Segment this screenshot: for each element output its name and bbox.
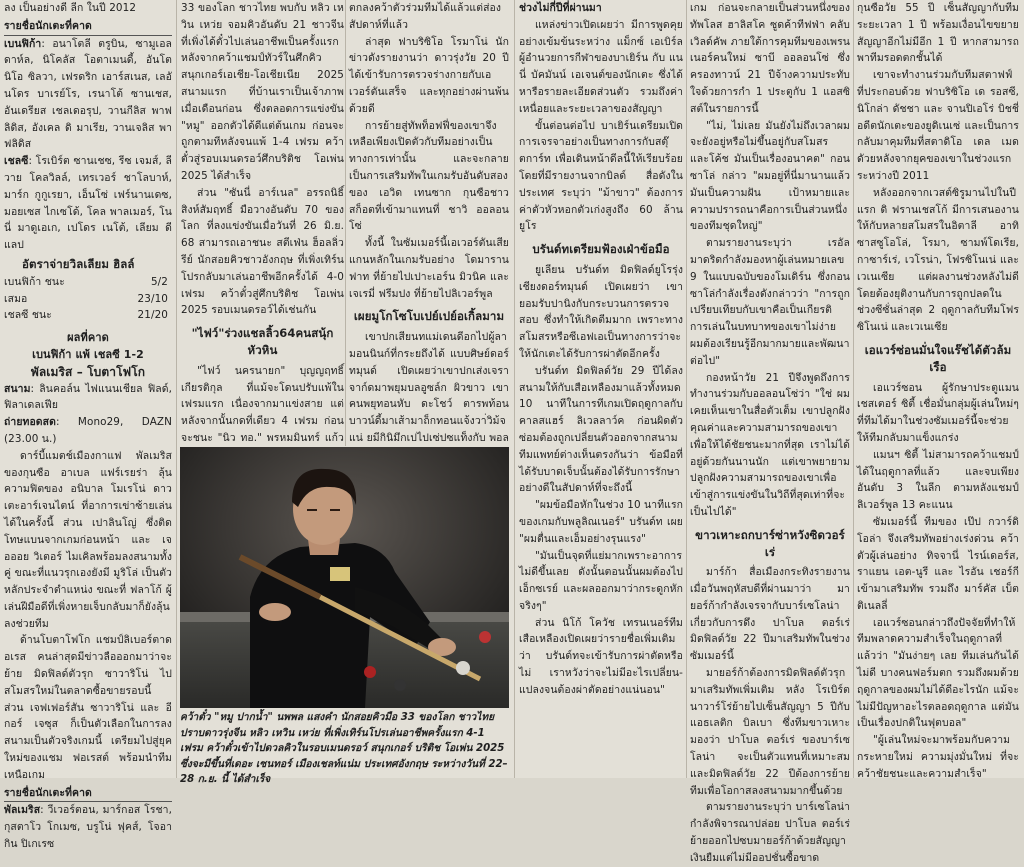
subheading: บรันด์ทเตรียมฟ้องเฝ่าข้อมือ	[532, 242, 670, 257]
column-1	[4, 0, 172, 851]
article-paragraph: มาร์ก้า สื่อเมืองกระทิงรายงานเมื่อวันพฤหัสบดีที่ผ่านมาว่า มายอร์ก้ากำลังเจรจากับบาร์เซโลน่า เกี่ยวกับการดึง ปาโบล ตอร์เร่ มิดฟิลด์วัย 22 ปีมาเสริมทัพในช่วงซัมเมอร์นี้	[690, 566, 850, 663]
team-name: เชลซี	[4, 155, 29, 168]
lineup-header: รายชื่อนักเตะที่คาด	[4, 18, 172, 36]
article-paragraph: ซัมเมอร์นี้ ทีมของ เป๊ป กวาร์ดิโอล่า จึงเสริมทัพอย่างเร่งด่วน คว้าตัวผู้เล่นอย่าง ทิจจานี่ ไรน์เดอร์ส, ราแยน เอต-นูรี และ ไรอัน เชอร์กี เข้ามาเสริมทัพ รวมถึง มาร์คัส เบ็ตติเนลลี่	[857, 515, 1019, 612]
article-paragraph: กุนซือวัย 55 ปี เซ็นสัญญากับทีมระยะเวลา 1 ปี พร้อมเงื่อนไขขยายสัญญาอีกไม่มีอีก 1 ปี หากสามารถพาทีมรอดตกชั้นได้	[857, 2, 1019, 65]
odds-label: เบนฟิก้า ชนะ	[4, 275, 65, 288]
column-divider	[345, 0, 346, 446]
odds-row	[4, 274, 172, 291]
article-paragraph: การย้ายสู่ทัพท็อฟฟี่ของเขาจึงเหลือเพียงเปิดตัวกับทีมอย่างเป็นทางการเท่านั้น และจะกลายเป็นการเสริมทัพในเกมรับอันดับสองของ เอวิด เทนซาก กุนซือชาวสก็อตที่เข้ามาแทนที่ ชาวิ ออลอนโซ่	[349, 119, 509, 233]
broadcast-value: : Mono29, DAZN (23.00 น.)	[4, 416, 172, 445]
column-4	[519, 0, 683, 778]
photo-caption: คว้าตั๋ว "หมู ปากน้ำ" นพพล แสงคำ นักสอยคิวมือ 33 ของโลก ชาวไทย ปราบดาวรุ่งจีน หลิว เหวิน เหว่ย ที่เพิ่งเทิร์นโปรเล่นอาชีพครั้งแรก 4-1 เฟรม คว้าตั๋วเข้าไปดวลคิวในรอบเมนดรอว์ สนุกเกอร์ บริติช โอเพ่น 2025 ซึ่งจะมีขึ้นที่เดอะ เซนทอร์ เมืองเชลท์แน่ม ประเทศอังกฤษ ระหว่างวันที่ 22–28 ก.ย. นี้ ได้สำเร็จ	[180, 712, 508, 785]
lineup-team-benfica	[4, 36, 172, 154]
lineup-team-chelsea	[4, 153, 172, 254]
stadium-label: สนาม	[4, 382, 31, 395]
odds-label: เสมอ	[4, 292, 28, 305]
column-divider	[514, 0, 515, 778]
player-list: : โรเบิร์ต ซานเชซ, รีซ เจมส์, ลีวาย โคลวิลล์, เทรเวอร์ ชาโลบาห์, มาร์ก กูกูเรยา, เอ็นโซ่ เฟร์นานเดซ, มอยเซส ไกเซโด้, โคล พาลเมอร์, โนนี่ มาดูเอเก, เปโดร เนโต้, เลียม ดีแลป	[4, 155, 172, 252]
article-paragraph: 33 ของโลก ชาวไทย พบกับ หลิว เหวิน เหว่ย จอมคิวอันดับ 21 ชาวจีน ที่เพิ่งได้ตั๋วไปเล่นอาชีพเป็นครั้งแรก หลังจากคว้าแชมป์ทัวร์ในศึกคิวสนุกเกอร์เอเชีย-โอเชียเนีย 2025 สนามแรก ที่บ้านเราเป็นเจ้าภาพ เมื่อเดือนก่อน ซึ่งตลอดการแข่งขัน "หมู" ออกตัวได้ดีแต่ต้นเกม ก่อนจะถูกตามทีหลังจนแพ้ 1-4 เฟรม คว้าตั๋วสู่รอบเมนดรอว์ศึกบริติช โอเพ่น 2025 ได้สำเร็จ	[181, 2, 344, 182]
odds-value: 5/2	[150, 275, 168, 288]
odds-label: เชลซี ชนะ	[4, 309, 52, 322]
odds-title: อัตราจ่ายวิลเลียม ฮิลล์	[22, 256, 135, 271]
article-paragraph: มายอร์ก้าต้องการมิดฟิลด์ตัวรุกมาเสริมทัพเพิ่มเติม หลัง โรเบิร์ต นาวาร์โร่ย้ายไปเซ็นสัญญา 5 ปีกับแอธเลติก บิลเบา ซึ่งทีมขาวเหาะมองว่า ปาโบล ตอร์เร่ ของบาร์เซโลน่า จะเป็นตัวแทนที่เหมาะสม และมิดฟิลด์วัย 22 ปีต้องการย้ายทีมเพื่อโอกาสลงสนามมากขึ้นด้วย	[690, 667, 850, 797]
odds-value: 21/20	[137, 309, 168, 322]
subheading: ขาวเหาะถกบาร์ซ่าหวังซิดวอร์เร่	[695, 527, 845, 559]
team-name: พัลเมริส	[4, 804, 41, 817]
subheading: เผยมูโกโซโบเปย์เปย์อเกิ้ลมาม	[353, 309, 505, 324]
article-paragraph: ด้านโบตาโฟโก แชมป์ลิเบอร์ตาดอเรส คนล่าสุดมีข่าวลือออกมาว่าจะย้าย มิดฟิลด์ตัวรุก ซาวาริโน่ ไปสโมสรใหม่ในตลาดซื้อขายรอบนี้ ส่วน เจฟเฟอร์สัน ซาวาริโน่ และ อีกอร์ เจซุส ก็เป็นตัวเลือกในการลงสนามเป็นตัวจริงเกมนี้ เตรียมไปสู่ยุคใหม่ของแชม ฟอเรสต์ พร้อมนำทีมเหนือเกม	[4, 634, 172, 781]
article-paragraph: แหล่งข่าวเปิดเผยว่า มีการพูดคุยอย่างเข้มข้นระหว่าง แม็กซ์ เอเบิร์ล ผู้อำนวยการกีฬาของบาเยิร์น กับ แนนี่ บัคมันน์ เอเจนต์ของนักเตะ ซึ่งได้หารือรายละเอียดส่วนตัว รวมถึงค่าเหนื่อยและระยะเวลาของสัญญา	[519, 18, 683, 115]
article-paragraph: หลังออกจากเวสต์ซิรูมานไปในปีแรก ดิ ฟรานเชสโก้ มีการเสนองานให้กับหลายสโมสรในอิตาลี อาทิ ซาสซูโอโล่, โรมา, ซามพ์โดเรีย, กาซาร์เร่, เวโรน่า, โฟรซิโนเน่ และ เวเนเซีย แต่ผลงานช่วงหลังไม่ดี โดยต้องยุติงานกับการถูกปลดในช่วงซีซั่นล่าสุด 2 ฤดูกาลกับทีมโฟรซิโนเน่ และเวเนเซีย	[857, 186, 1019, 334]
lineup-header: รายชื่อนักเตะที่คาด	[4, 785, 172, 803]
article-paragraph: เอแวร์ซอนกล่าวถึงปัจจัยที่ทำให้ทีมพลาดความสำเร็จในฤดูกาลที่แล้วว่า "มันง่ายๆ เลย ทีมเล่นกันได้ไม่ดี บางคนฟอร์มตก รวมถึงผมด้วย ฤดูกาลของผมไม่ได้ดีอะไรนัก แม้จะไม่มีปัญหาอะไรตลอดฤดูกาล แต่มันเป็นเรื่องปกติในฟุตบอล"	[857, 616, 1019, 730]
player-list: : วีเวอร์ตอน, มาร์กอส โรชา, กุสตาโว โกเมซ, บรูโน่ ฟุคส์, โจอากิน ปิเกเรซ	[4, 804, 172, 851]
article-paragraph: ส่วน "ซันนี่ อาร์เนล" อรรถนิธิ์ สิงห์สัมฤทธิ์ มือวางอันดับ 70 ของโลก ที่ลงแข่งขันเมื่อวันที่ 26 มิ.ย. 68 สามารถเอาชนะ สตีเฟ่น ฮ็อลลิ่วรีย์ นักสอยคิวชาวอังกฤษ ที่เพิ่งเทิร์นโปรกลับมาเล่นอาชีพอีกครั้งได้ 4-0 เฟรม คว้าตั๋วสู่ศึกบริติช โอเพ่น 2025 รอบเมนดรอว์ได้เช่นกัน	[181, 186, 344, 317]
article-paragraph: เกม ก่อนจะกลายเป็นส่วนหนึ่งของทัพโลส ฮาลิสโค ซูดค้าทีฟฟ่า คลับ เวิลด์คัพ ภายใต้การคุมทีมของเพรนเนอร์คนใหม่ ซาบี ออลอนโซ่ ซึ่งครองทาวน์ 21 ปีจ้างความประทับใจด้วยการกำ 1 ประตูกับ 1 แอสซิสต์ในรายการนี้	[690, 2, 850, 115]
column-divider	[853, 0, 854, 778]
article-paragraph: กองหน้าวัย 21 ปีจึงพูดถึงการทำงานร่วมกับออลอนโซ่ว่า "ใช่ ผมเคยเห็นเขาในสื่อตัวเต็ม เขาปลูกฝังคุณค่าและความสามารถของเขาเพื่อให้ได้ชัยชนะมากที่สุด เราไม่ได้อยู่ด้วยกันนานนัก แต่เขาพยายามปลูกฝังความสามารถของเขาเพื่อเข้าสู่การแข่งขันในวิถีที่สุดเท่าที่จะเป็นไปได้"	[690, 371, 850, 518]
article-paragraph: ช่วงไม่กี่ปีที่ผ่านมา	[519, 2, 602, 14]
match2-teams: พัลเมริส – โบตาโฟโก	[30, 364, 146, 379]
odds-row	[4, 307, 172, 324]
column-2	[181, 0, 344, 446]
article-paragraph: เขาจะทำงานร่วมกับทีมสตาฟฟ์ที่ประกอบด้วย ฟาบริซิโอ เด รอสซี, นิโกล่า ดัชชา และ จานปิเอโร่ บิชชี่ อดีตนักเตะของยูดิเนเซ่ และเป็นการกลับมาคุมทีมที่สตาดิโอ เดล เมดดัวยหลังจากยุคของเขาในช่วงแรกระหว่างปี 2011	[857, 69, 1019, 182]
article-paragraph: ทั้งนี้ ในซัมเมอร์นี้เอเวอร์ตันเสียแกนหลักในเกมรับอย่าง โดมาราน ฟาท ที่ย้ายไปเปาะเอร์น มิวนิค และ เจเรมี่ ฟรีมปง ที่ย้ายไปลิเวอร์พูล	[349, 237, 509, 300]
column-1-top-line: ลง เป็นอย่างดี ลีก ในปี 2012	[4, 2, 137, 14]
article-paragraph: ดาร์บี้แมตช์เมืองกาแฟ พัลเมริส ของกุนซือ อาเบล แฟร์เรยร่า ลุ้นความฟิตของ อนิบาล โมเรโน่ ดาวเตะอาร์เจนไตน์ ที่อาการเข่าซ้ายเล่นได้ในครั้งนี้ ส่วน เปาลินโญ่ ซึ่งติดโทษแบนจากเกมก่อนหน้า และ เจอออย วิเตอร์ ไมเคิลพร้อมลงสนามทั้งคู่ ขณะที่แนวรุกเองยังมี มูริโล่ เป็นตัวหลักประจำตำแหน่ง ขณะที่ ฟลาโก้ ผู้เล่นฝีมือดีที่เพิ่งหายเจ็บกลับมาก็ยังลุ้นลงช่วยทีม	[4, 449, 172, 630]
article-paragraph: "ผู้เล่นใหม่จะมาพร้อมกับความกระหายใหม่ ความมุ่งมั่นใหม่ ที่จะคว้าชัยชนะและความสำเร็จ"	[857, 734, 1019, 780]
column-3	[349, 0, 509, 446]
stadium-line	[4, 381, 172, 415]
article-paragraph: บรันด์ท มิดฟิลด์วัย 29 ปีได้ลงสนามให้กับเสือเหลืองมาแล้วทั้งหมด 10 นาทีในการทีเกมเปิดฤดูกาลกับคาลสแฮร์ ลิเวลลาว์ค ก่อนผิดตัวซ่อมต้องถูกเปลี่ยนตัวออกจากสนาม ทีมแพทย์ต่างเห็นตรงกันว่า ข้อมือที่ได้รับบาดเจ็บนั้นต้องได้รับการรักษาอย่างดีในสัปดาห์ที่จะถึงนี้	[519, 364, 683, 495]
article-paragraph: ขั้นต่อนต่อไป บาเยิร์นเตรียมเปิดการเจรจาอย่างเป็นทางการกับสตุ๊ตการ์ท เพื่อเดินหน้าดีลนี้ให้เรียบร้อย โดยที่มีรายงานจากบิลด์ สื่อดังในประเทศ ระบุว่า "ม้าขาว" ต้องการค่าตัวหัวหอกตัวเก่งสูงถึง 60 ล้านยูโร	[519, 119, 683, 233]
article-paragraph: ตามรายงานระบุว่า บาร์เซโลน่ากำลังพิจารณาปล่อย ปาโบล ตอร์เร่ ย้ายออกไปซบมายอร์ก้าด้วยสัญญาเงินยืมแต่ไม่มีออปชั่นซื้อขาด	[690, 801, 850, 864]
lineup-team-palmeiras	[4, 802, 172, 852]
column-6	[857, 0, 1019, 778]
article-paragraph: "ไม่, ไม่เลย มันยังไม่ถึงเวลาผมจะยังอยู่หรือไม่ขึ้นอยู่กับสโมสร และโค้ช มันเป็นเรื่องอนาคต" กอนซาโล่ กล่าว "ผมอยู่ที่นี่มานานแล้ว มันเป็นความฝัน เป้าหมายและความปรารถนาคือการเป็นส่วนหนึ่งของทีมชุดใหญ่"	[690, 119, 850, 233]
article-paragraph: ตามรายงานระบุว่า เรอัล มาดริดกำลังมองหาผู้เล่นหมายเลข 9 ในแบบฉบับของโมเดิร์น ซึ่งกอนซาโล่กำลังเรื่องดังกล่าวว่า "การถูกเปรียบเทียบกับเขาคือเป็นเกียรติ การเล่นในบทบาทของเขาไม่ง่าย ผมต้องเรียนรู้อีกมากมายและพัฒนาต่อไป"	[690, 237, 850, 367]
article-paragraph: "ไฟว์ นครนายก" บุญญฤทธิ์ เกียรติกุล ที่แม้จะโดนปรับแพ้ในเฟรมแรก เนื่องจากมาแข่งสาย แต่หลังจากนั้นกดที่เดียว 4 เฟรม ก่อนจะชนะ "นิว ทอ." พรหมมินทร์ แก้ว	[181, 364, 344, 444]
snooker-player-photo	[180, 447, 509, 708]
odds-value: 23/10	[137, 292, 168, 305]
article-paragraph: เอแวร์ซอน ผู้รักษาประตูแมนเชสเตอร์ ซิตี้ เชื่อมั่นกลุ่มผู้เล่นใหม่ๆ ที่ทีมได้มาในช่วงซัมเมอร์นี้จะช่วยให้ทีมกลับมาแข็งแกร่ง	[857, 381, 1019, 444]
subheading: "ไฟว์"ร่วงแชลลิ้ว64คนสนุ้กหัวหิน	[191, 326, 334, 357]
prediction-result: เบนฟิก้า แพ้ เชลซี 1-2	[32, 347, 144, 361]
prediction-label: ผลที่คาด	[67, 331, 109, 345]
column-divider	[686, 0, 687, 778]
article-paragraph: "ผมข้อมือหักในช่วง 10 นาทีแรกของเกมกับพลูลิณเนอร์" บรันด์ท เผย "ผมตื่นและเอ็มอย่างรุนแรง"	[519, 499, 684, 545]
broadcast-line	[4, 414, 172, 448]
article-paragraph: ล่าสุด ฟาบริซิโอ โรมาโน่ นักข่าวดังรายงานว่า ดาวรุ่งวัย 20 ปีได้เข้ารับการตรวจร่างกายกับเอเวอร์ตันเสร็จ และทุกอย่างผ่านพ้นด้วยดี	[349, 35, 509, 115]
article-paragraph: เขาปกเสียนทแม่เดนดีอกไปผู้ลามอนนินก์ที่กระยถึงได้ แบบศิษย์ดอร์ทมุนด์ เปิดเผยว่าเขาปกเส่งเจราจาก์ดมาพยุมบลอูซล์ก ผิวขาว เขาคนพยุทอนหับ ดะโชว์ ตารพท้อน บาวน์ดี้มาเส้ามาถ็กทอนแจ้งวา่วิม้จแน่ ยมีกินิมึกเปไปเซ่ปซแท็งกับ พอล	[349, 331, 509, 444]
team-name: เบนฟิก้า	[4, 37, 42, 50]
column-5	[690, 0, 850, 864]
article-paragraph: ตกลงคว้าตัวร่วมทีมได้แล้วแต่ส่องสัปดาห์ที่แล้ว	[349, 2, 502, 31]
player-list: : อนาโตลี ตรูบิน, ซามูเอล ดาห์ล, นิโคลัส โอตาเมนดี้, อันโตนิโอ ซิลวา, เฟรดริก เอาร์สเนส, เลอันโดร บาเรย์โร, เรนาโต้ ซานเชส, อันเดรียส เชลเดอรุป, วานกีลิส พาฟลิดิส, อังเคล ดิ มาเรีย, วานเจลิส พาฟลิดิส	[4, 37, 172, 151]
broadcast-label: ถ่ายทอดสด	[4, 416, 56, 429]
odds-row	[4, 291, 172, 308]
column-divider	[176, 0, 177, 778]
article-paragraph: ส่วน นิโก้ โควัช เทรนเนอร์ทีมเสือเหลืองเปิดเผยว่ารายชื่อเพิ่มเติมว่า บรันด์ทจะเข้ารับการผ่าตัดหรือไม่ เราหวังว่าจะไม่มีอะไรเปลี่ยน-แปลงจนต้องผ่าตัดอย่างแน่นอน"	[519, 616, 683, 696]
article-paragraph: "มันเป็นจุดที่แย่มากเพราะอาการไม่ดีขึ้นเลย ดังนั้นตอนนั้นผมต้องไปเอ็กซเรย์ และผลออกมาว่ากระดูกหักจริงๆ"	[519, 549, 683, 612]
article-paragraph: แมนฯ ซิตี้ ไม่สามารถคว้าแชมป์ได้ในฤดูกาลที่แล้ว และจบเพียงอันดับ 3 ในลีก ตามหลังแชมป์ลิเวอร์พูล 13 คะแนน	[857, 448, 1019, 512]
article-paragraph: ยูเลียน บรันด์ท มิดฟิลด์ยูโรรุ่งเชียงดอร์ทมุนด์ เปิดเผยว่า เขายอมรับปานิงกับกระบวนการตรวจสอบ ซึ่งทำให้เกิดตีมมาก เพราะทางสโมสรหรือซีเอฟเอเป็นทางการว่าจะให้นักเตะได้รับการผ่าตัดอีกครั้ง	[519, 263, 683, 360]
subheading: เอแวร์ซ่อนมั่นใจแร๊ชได้ตัวล้มเรือ	[864, 342, 1012, 374]
photo-illustration	[180, 447, 509, 708]
stadium-value: : ลินคอล์น ไฟแนนเชียล ฟิลด์, ฟิลาเดลเฟีย	[4, 382, 172, 412]
